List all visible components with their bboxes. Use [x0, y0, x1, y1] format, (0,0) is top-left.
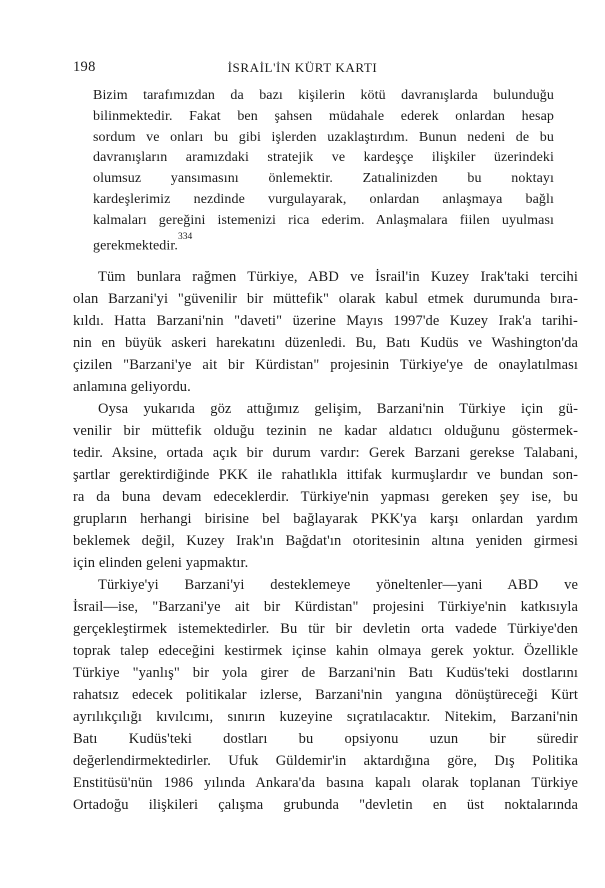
text-line: değerlendirmektedirler. Ufuk Güldemir'in aktardığına göre, Dış Politika [73, 753, 578, 770]
text-line: şartlar gerektirdiğinde PKK ile rahatlıkla ittifak kurmuşlardır ve bundan son- [73, 467, 578, 484]
text-line: Ortadoğu ilişkileri çalışma grubunda "devletin en üst noktalarında [73, 797, 578, 814]
text-line: Bizim tarafımızdan da bazı kişilerin kötü davranışlarda bulunduğu [93, 88, 554, 103]
text-line: davranışların aramızdaki stratejik ve kardeşçe ilişkiler üzerindeki [93, 150, 554, 166]
page-number: 198 [73, 59, 96, 75]
text-line: Oysa yukarıda göz attığımız gelişim, Barzani'nin Türkiye için gü- [98, 401, 578, 418]
running-header [0, 58, 605, 78]
text-line: İsrail—ise, "Barzani'ye ait bir Kürdistan" projesini Türkiye'nin katkısıyla [73, 599, 578, 616]
text-line: Türkiye'yi Barzani'yi desteklemeye yöneltenler—yani ABD ve [98, 577, 578, 594]
text-line: grupların herhangi birisine bel bağlayarak PKK'ya karşı onlardan yardım [73, 511, 578, 528]
text-line: için elinden geleni yapmaktır. [73, 555, 249, 572]
text-line: nin en büyük askeri harekatını düzenledi. Bu, Batı Kudüs ve Washington'da [73, 335, 578, 352]
text-line: ra da buna devam edeceklerdir. Türkiye'nin yapması gereken şey ise, bu [73, 489, 578, 506]
text-line: tedir. Aksine, ortada açık bir durum vardır: Gerek Barzani gerekse Talabani, [73, 445, 578, 462]
text-line [93, 232, 554, 257]
text-line: bilinmektedir. Fakat ben şahsen müdahale ederek onlardan hesap [93, 108, 554, 124]
text-line: Türkiye "yanlış" bir yola girer de Barzani'nin Batı Kudüs'teki dostlarını [73, 665, 578, 682]
paragraph [73, 398, 578, 574]
quotation-block [93, 86, 554, 257]
text-line: kıldı. Hatta Barzani'nin "daveti" üzerine Mayıs 1997'de Kuzey Irak'a tarihi- [73, 313, 578, 330]
text-line: kardeşlerimiz nezdinde vurgulayarak, onlardan anlaşmaya bağlı [93, 191, 554, 207]
text-line: sordum ve onları bu gibi işlerden uzaklaştırdım. Bunun nedeni de bu [93, 129, 554, 145]
text-line: Batı Kudüs'teki dostları bu opsiyonu uzun bir süredir [73, 731, 578, 748]
text-line: beklemek değil, Kuzey Irak'ın Bağdat'ın otoritesinin altına yeniden girmesi [73, 533, 578, 550]
text-block [73, 86, 578, 816]
text-line: gerçekleştirmek istemektedirler. Bu tür bir devletin orta vadede Türkiye'den [73, 621, 578, 638]
text-line: Enstitüsü'nün 1986 yılında Ankara'da basına kapalı olarak toplanan Türkiye [73, 775, 578, 792]
text-line: rahatsız edecek politikalar izlerse, Barzani'nin yangına dönüştüreceği Kürt [73, 687, 578, 704]
text-line: çizilen "Barzani'ye ait bir Kürdistan" projesinin Türkiye'ye de onaylatılması [73, 357, 578, 374]
text-line: olan Barzani'yi "güvenilir bir müttefik" olarak kabul etmek durumunda bıra- [73, 291, 578, 308]
footnote-marker: 334 [177, 231, 193, 242]
text-line: kalmaları gereğini istemenizi rica ederim. Anlaşmalara fiilen uyulması [93, 212, 554, 228]
quote-last-line: gerekmektedir. [93, 238, 178, 254]
paragraph [73, 266, 578, 398]
paragraph [73, 574, 578, 816]
text-line: anlamına geliyordu. [73, 379, 191, 396]
text-line: Tüm bunlara rağmen Türkiye, ABD ve İsrail'in Kuzey Irak'taki tercihi [98, 269, 578, 286]
text-line: ayrılıkçılığı kıvılcımı, sınırın kuzeyine sıçratılacaktır. Nitekim, Barzani'nin [73, 709, 578, 726]
chapter-title: İSRAİL'İN KÜRT KARTI [227, 60, 378, 75]
text-line: olumsuz yansımasını önlemektir. Zatıalinizden bu noktayı [93, 171, 554, 187]
text-line: venilir bir müttefik olduğu tezinin ne kadar aldatıcı olduğunu göstermek- [73, 423, 578, 440]
text-line: toprak talep edeceğini kestirmek içinse kahin olmaya gerek yoktur. Özellikle [73, 643, 578, 660]
